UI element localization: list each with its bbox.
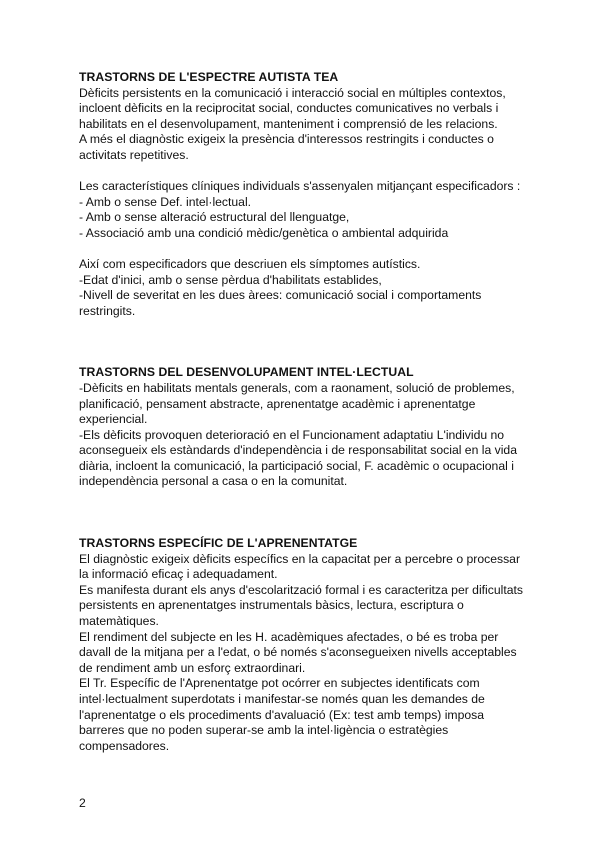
text-line: El diagnòstic exigeix dèficits específics en la capacitat per a percebre o processar xyxy=(79,551,521,566)
text-line: -Nivell de severitat en les dues àrees: comunicació social i comportaments xyxy=(79,288,482,303)
document-page xyxy=(79,70,524,754)
section-heading: TRASTORNS DE L'ESPECTRE AUTISTA TEA xyxy=(79,70,339,84)
text-line: El Tr. Específic de l'Aprenentatge pot ocórrer en subjectes identificats com xyxy=(79,676,480,691)
text-line: experiencial. xyxy=(79,412,148,427)
section-learning xyxy=(79,536,524,754)
text-line: de rendiment amb un esforç extraordinari. xyxy=(79,660,306,675)
text-line: la informació eficaç i adequadament. xyxy=(79,567,278,582)
section-heading: TRASTORNS ESPECÍFIC DE L'APRENENTATGE xyxy=(79,536,358,551)
section-heading: TRASTORNS DEL DESENVOLUPAMENT INTEL·LECTUAL xyxy=(79,365,414,380)
section-gap xyxy=(79,490,524,536)
text-line: habilitats en el desenvolupament, manteniment i comprensió de les relacions. xyxy=(79,116,498,131)
text-line: Les característiques clíniques individuals s'assenyalen mitjançant especificadors : xyxy=(79,179,521,194)
text-line: barreres que no poden superar-se amb la intel·ligència o estratègies xyxy=(79,723,449,738)
text-line: l'aprenentatge o els procediments d'avaluació (Ex: test amb temps) imposa xyxy=(79,707,485,722)
text-line: independència personal a casa o en la comunitat. xyxy=(79,474,348,489)
text-line: matemàtiques. xyxy=(79,613,159,628)
text-line: -Edat d'inici, amb o sense pèrdua d'habilitats establides, xyxy=(79,272,382,287)
text-line: intel·lectualment superdotats i manifestar-se només quan les demandes de xyxy=(79,691,485,706)
section-gap xyxy=(79,319,524,365)
text-line: - Amb o sense Def. intel·lectual. xyxy=(79,194,252,209)
text-line: Es manifesta durant els anys d'escolarització formal i es caracteritza per dificultats xyxy=(79,582,523,597)
section-intellectual xyxy=(79,365,524,490)
text-line: activitats repetitives. xyxy=(79,147,189,162)
text-line: -Els dèficits provoquen deterioració en el Funcionament adaptatiu L'individu no xyxy=(79,427,505,442)
text-line: incloent dèficits en la reciprocitat social, conductes comunicatives no verbals i xyxy=(79,101,499,116)
text-line: diària, incloent la comunicació, la participació social, F. acadèmic o ocupacional i xyxy=(79,458,514,473)
page-number: 2 xyxy=(79,796,86,810)
text-line: aconsegueix els estàndards d'independència i de responsabilitat social en la vida xyxy=(79,443,517,458)
text-line: - Associació amb una condició mèdic/genètica o ambiental adquirida xyxy=(79,225,449,240)
text-line: El rendiment del subjecte en les H. acadèmiques afectades, o bé es troba per xyxy=(79,629,499,644)
text-line: compensadores. xyxy=(79,738,170,753)
paragraph-gap xyxy=(79,163,524,179)
text-line: - Amb o sense alteració estructural del llenguatge, xyxy=(79,210,350,225)
text-line: Així com especificadors que descriuen els símptomes autístics. xyxy=(79,257,421,272)
text-line: restringits. xyxy=(79,303,136,318)
text-line: planificació, pensament abstracte, aprenentatge acadèmic i aprenentatge xyxy=(79,396,476,411)
text-line: davall de la mitjana per a l'edat, o bé només s'aconsegueixen nivells acceptables xyxy=(79,645,517,660)
paragraph-gap xyxy=(79,241,524,257)
text-line: Dèficits persistents en la comunicació i interacció social en múltiples contextos, xyxy=(79,85,506,100)
text-line: A més el diagnòstic exigeix la presència d'interessos restringits i conductes o xyxy=(79,132,494,147)
text-line: -Dèficits en habilitats mentals generals, com a raonament, solució de problemes, xyxy=(79,380,515,395)
text-line: persistents en aprenentatges instrumentals bàsics, lectura, escriptura o xyxy=(79,598,464,613)
section-autism xyxy=(79,70,524,319)
